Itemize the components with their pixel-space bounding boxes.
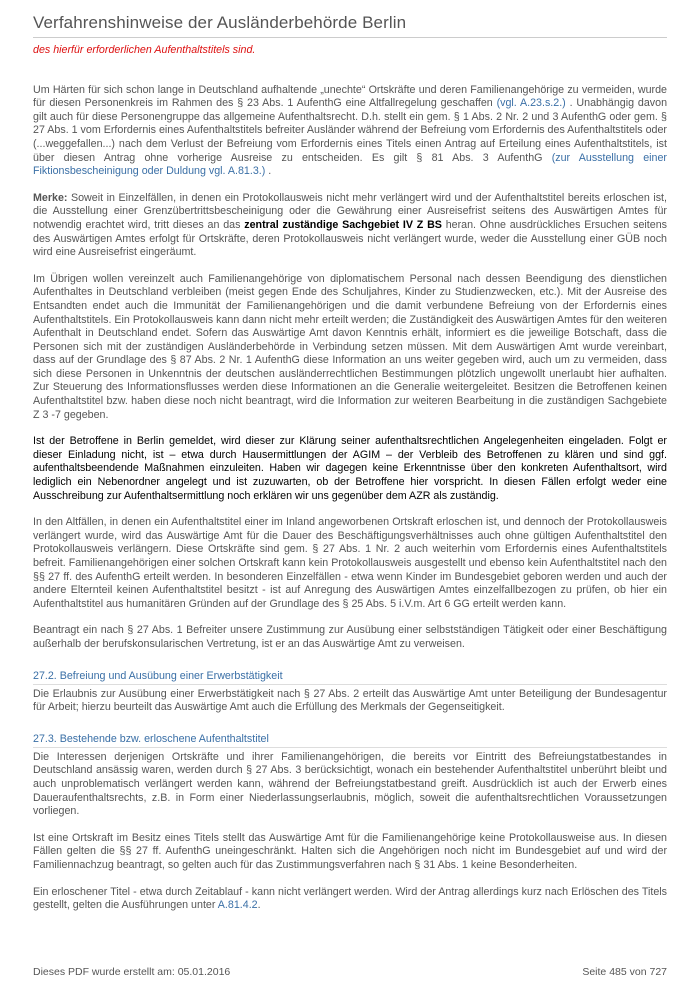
link-a81-3[interactable]: (zur Ausstellung einer Fiktionsbescheinigung oder Duldung vgl. A.81.3.) — [33, 151, 667, 178]
paragraph-altfallregelung — [33, 84, 667, 179]
text-segment: . Unabhängig davon gilt auch für diese Personengruppe das allgemeine Aufenthaltsrecht. D.h. stellt ein gem. § 1 Abs. 2 Nr. 2 und 3 AufenthG oder gem. § 27 Abs. 1 vom Erfordernis eines Aufenthaltstitels befreiter Ausländer während der Befreiung vom Erfordernis des Aufenthaltstitels oder (...weggefallen...) nach dem Verlust der Befreiung vom Erfordernis eines Titels einen Antrag auf Erteilung eines Aufenthaltstitels, ist über diesen Antrag ohne vorherige Ausreise zu entscheiden. Es gilt § 81 Abs. 3 AufenthG — [33, 97, 668, 164]
paragraph-betroffene-berlin: Ist der Betroffene in Berlin gemeldet, wird dieser zur Klärung seiner aufenthaltsrechtlichen Angelegenheiten eingeladen. Folgt er dieser Einladung nicht, ist – etwa durch Hausermittlungen der AGIM – der Verbleib des Betroffenen zu klären und sind ggf. aufenthaltsbeendende Maßnahmen einzuleiten. Haben wir dagegen keine Erkenntnisse über den konkreten Aufenthaltsort, wird lediglich ein Nebenordner angelegt und ist zuzuwarten, ob der Betroffene hier vorspricht. In diesen Fällen erfolgt weder eine Ausschreibung zur Aufenthaltsermittlung noch erklären wir uns gegenüber dem AZR als zuständig. — [33, 435, 667, 502]
text-segment: . — [257, 899, 261, 912]
document-body — [33, 44, 667, 926]
text-segment: . — [265, 165, 272, 178]
section-heading-27-3: 27.3. Bestehende bzw. erloschene Aufenthaltstitel — [33, 733, 667, 748]
sachgebiet-highlight: zentral zuständige Sachgebiet IV Z BS — [244, 218, 442, 231]
paragraph-merke — [33, 192, 667, 260]
intro-red-text: des hierfür erforderlichen Aufenthaltstitels sind. — [33, 44, 256, 56]
text-segment: Ein erloschener Titel - etwa durch Zeitablauf - kann nicht verlängert werden. Wird der Antrag allerdings kurz nach Erlöschen des Titels gestellt, gelten die Ausführungen unter — [33, 885, 667, 912]
paragraph-altfaelle: In den Altfällen, in denen ein Aufenthaltstitel einer im Inland angeworbenen Ortskraft erloschen ist, und dennoch der Protokollausweis verlängert wurde, wird das Auswärtige Amt für die Dauer des Beschäftigungsverhältnisses auch ohne gültigen Aufenthaltstitel den Protokollausweis verlängern. Diese Ortskräfte sind gem. § 27 Abs. 1 Nr. 2 auch weiterhin vom Erfordernis eines Aufenthaltstitels befreit. Familienangehörigen einer solchen Ortskraft kann kein Protokollausweis ausgestellt und ebenso kein Aufenthaltstitel nach den §§ 27 ff. des AufenthG erteilt werden. In besonderen Einzelfällen - etwa wenn Kinder im Bundesgebiet geboren werden und auch der andere Elternteil keinen Aufenthaltstitel besitzt - ist auf Anregung des Auswärtigen Amtes einzelfallbezogen zu prüfen, ob hier ein Aufenthaltstitel aus humanitären Gründen auf der Grundlage des § 25 Abs. 5 i.V.m. Art 6 GG erteilt werden kann. — [33, 516, 667, 610]
paragraph-familienangehoerige: Im Übrigen wollen vereinzelt auch Familienangehörige von diplomatischem Personal nach dessen Beendigung des dienstlichen Aufenthaltes in Deutschland verbleiben (meist gegen Ende des Schuljahres, Kinder zu Studienzwecken, etc.). Mit der Ausreise des Entsandten endet auch die Immunität der Familienangehörigen und die damit verbundene Befreiung von der Erfordernis eines Aufenthaltstitels. Ein Protokollausweis kann dann nicht mehr erteilt werden; die Zuständigkeit des Auswärtigen Amtes für den weiteren Aufenthalt in Deutschland endet. Sofern das Auswärtige Amt davon Kenntnis erhält, informiert es die jeweilige Botschaft, dass die Personen sich mit der zuständigen Ausländerbehörde in Verbindung setzen müssen. Mit dem Auswärtigen Amt wurde vereinbart, dass auf der Grundlage des § 87 Abs. 2 Nr. 1 AufenthG diese Information an uns weiter gegeben wird, auch um zu vermeiden, dass sich diese Personen in Unkenntnis der deutschen ausländerrechtlichen Bestimmungen plötzlich ungewollt unerlaubt hier aufhalten. Zur Steuerung des Informationsflusses werden diese Informationen an die Generalie weitergeleitet. Besitzen die Betroffenen keinen Aufenthaltstitel bzw. haben diese noch nicht beantragt, wird die Information zur weiteren Bearbeitung in die zuständigen Sachgebiete Z 3 -7 gegeben. — [33, 272, 667, 421]
link-a23[interactable]: (vgl. A.23.s.2.) — [496, 97, 566, 110]
paragraph-interessen: Die Interessen derjenigen Ortskräfte und ihrer Familienangehörigen, die bereits vor Eintritt des Befreiungstatbestandes in Deutschland ansässig waren, werden durch § 27 Abs. 3 berücksichtigt, wonach ein bestehender Aufenthaltstitel unberührt bleibt und auch unproblematisch verlängert werden kann, während der Befreiungstatbestand greift. Ausdrücklich ist auch der Erwerb eines Daueraufenthaltsrechts, z.B. in Form einer Niederlassungserlaubnis, möglich, soweit die aufenthaltsrechtlichen Voraussetzungen vorliegen. — [33, 750, 667, 818]
text-segment: Um Härten für sich schon lange in Deutschland aufhaltende „unechte“ Ortskräfte und deren Familienangehörige zu vermeiden, wurde für diesen Personenkreis im Rahmen des § 23 Abs. 1 AufenthG eine Altfallregelung geschaffen — [33, 83, 667, 110]
section-heading-27-2: 27.2. Befreiung und Ausübung einer Erwerbstätigkeit — [33, 670, 667, 685]
title-divider — [33, 37, 667, 38]
footer-page-number: Seite 485 von 727 — [582, 966, 667, 978]
merke-label: Merke: — [33, 191, 68, 204]
paragraph-erwerbstaetigkeit: Die Erlaubnis zur Ausübung einer Erwerbstätigkeit nach § 27 Abs. 2 erteilt das Auswärtige Amt unter Beteiligung der Bundesagentur für Arbeit; hierzu beurteilt das Auswärtige Amt auch die Erfüllung des Merkmals der Gegenseitigkeit. — [33, 687, 667, 714]
footer-created-date: Dieses PDF wurde erstellt am: 05.01.2016 — [33, 966, 231, 978]
paragraph-ortskraft-titel: Ist eine Ortskraft im Besitz eines Titels stellt das Auswärtige Amt für die Familienangehörige keine Protokollausweise aus. In diesen Fällen gelten die §§ 27 ff. AufenthG uneingeschränkt. Halten sich die Angehörigen noch nicht im Bundesgebiet auf und wird der Familiennachzug beantragt, so gelten auch für das Zustimmungsverfahren nach § 31 Abs. 1 keine Besonderheiten. — [33, 831, 667, 871]
paragraph-erloschener-titel — [33, 886, 667, 913]
paragraph-zustimmung: Beantragt ein nach § 27 Abs. 1 Befreiter unsere Zustimmung zur Ausübung einer selbstständigen Tätigkeit oder einer Beschäftigung außerhalb der berufskonsularischen Vertretung, ist er an das Auswärtige Amt zu verweisen. — [33, 624, 667, 650]
page-title: Verfahrenshinweise der Ausländerbehörde Berlin — [33, 13, 407, 32]
text-segment: Soweit in Einzelfällen, in denen ein Protokollausweis nicht mehr verlängert wird und der Aufenthaltstitel bereits erloschen ist, die Ausstellung einer Grenzübertrittsbescheinigung oder die Gewährung einer Ausreisefrist seitens des Auswärtigen Amtes für notwendig erachtet wird, tritt dieses an das — [33, 191, 667, 231]
text-segment: heran. Ohne ausdrückliches Ersuchen seitens des Auswärtigen Amtes erfolgt für Ortskräfte, deren Protokollausweis nicht verlängert wurde, weder die Ausstellung einer GÜB noch wird eine Ausreisefrist eingeräumt. — [33, 218, 668, 259]
link-a81-4-2[interactable]: A.81.4.2 — [217, 899, 258, 912]
